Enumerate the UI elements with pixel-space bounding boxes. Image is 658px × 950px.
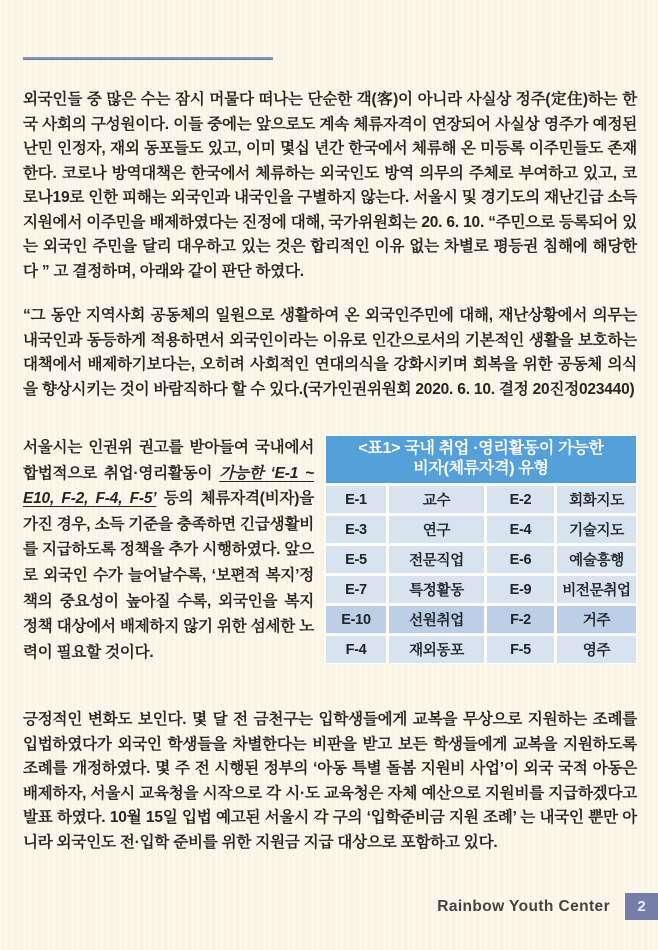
visa-type-cell: 전문직업 <box>389 546 484 573</box>
visa-code-cell: E-1 <box>326 486 386 513</box>
paragraph-seoul-policy <box>23 435 314 665</box>
seoul-policy-text: 서울시는 인권위 권고를 받아들여 국내에서 합법적으로 취업·영리활동이 <box>23 439 314 482</box>
page-number-badge: 2 <box>625 893 658 920</box>
table-row <box>326 636 636 663</box>
visa-code-cell: E-9 <box>487 576 554 603</box>
visa-type-cell: 거주 <box>557 606 636 633</box>
visa-type-cell: 예술흥행 <box>557 546 636 573</box>
visa-type-cell: 재외동포 <box>389 636 484 663</box>
visa-code-cell: F-2 <box>487 606 554 633</box>
two-column-section <box>23 435 637 665</box>
visa-code-cell: E-3 <box>326 516 386 543</box>
page-content <box>0 88 658 855</box>
visa-code-cell: E-6 <box>487 546 554 573</box>
paragraph-intro <box>23 88 637 284</box>
visa-code-cell: F-4 <box>326 636 386 663</box>
paragraph-closing <box>23 708 637 855</box>
visa-type-cell: 영주 <box>557 636 636 663</box>
page-footer <box>437 893 658 920</box>
paragraph-quote <box>23 304 637 402</box>
seoul-policy-text-end: 등의 체류자격(비자)을 가진 경우, 소득 기준을 충족하면 긴급생활비를 지급하도록 정책을 추가 시행하였다. 앞으로 외국인 수가 늘어날수록, ‘보편적 복지’정책의 중요성이 높아질 수록, 외국인을 복지 정책 대상에서 배제하지 않기 위한 섬세한 노력이 필요할 것이다. <box>23 490 314 661</box>
table-row <box>326 516 636 543</box>
visa-table-title-line1: <표1> 국내 취업 ·영리활동이 가능한 <box>358 440 604 457</box>
visa-table <box>325 435 637 664</box>
visa-codes-emphasis: 가능한 ‘E-1 ~ E10, F-2, F-4, F-5’ <box>23 464 314 508</box>
quote-text-end: ) <box>629 380 635 398</box>
visa-type-cell: 선원취업 <box>389 606 484 633</box>
quote-text: “그 동안 지역사회 공동체의 일원으로 생활하여 온 외국인주민에 대해, 재난상황에서 의무는 내국인과 동등하게 적용하면서 외국인이라는 이유로 인간으로서의 기본적인 생활을 보호하는 대책에서 배제하기보다는, 오히려 사회적인 연대의식을 강화시키며 회복을 위한 공동체 의식을 향상시키는 것이 바람직하다 할 수 있다.(국가인권위원회 <box>23 307 637 398</box>
visa-type-cell: 기술지도 <box>557 516 636 543</box>
visa-code-cell: E-4 <box>487 516 554 543</box>
visa-code-cell: E-5 <box>326 546 386 573</box>
closing-text-end: 입법 예고된 서울시 각 구의 ‘입학준비금 지원 조례’ 는 내국인 뿐만 아니라 외국인도 전·입학 준비를 위한 지원금 지급 대상으로 포함하고 있다. <box>23 809 638 851</box>
top-divider <box>23 57 273 60</box>
visa-code-cell: E-2 <box>487 486 554 513</box>
visa-type-cell: 교수 <box>389 486 484 513</box>
table-row <box>326 546 636 573</box>
table-row <box>326 606 636 633</box>
footer-org-name: Rainbow Youth Center <box>437 897 610 915</box>
visa-type-cell: 연구 <box>389 516 484 543</box>
table-row <box>326 486 636 513</box>
visa-type-cell: 비전문취업 <box>557 576 636 603</box>
closing-text: 긍정적인 변화도 보인다. 몇 달 전 금천구는 입학생들에게 교복을 무상으로 지원하는 조례를 입법하였다가 외국인 학생들을 차별한다는 비판을 받고 보든 학생들에게 교복을 지원하도록 조례를 개정하였다. 몇 주 전 시행된 정부의 ‘아동 특별 돌봄 지원비 사업’이 외국 국적 아동은 배제하자, 서울시 교육청을 시작으로 각 시·도 교육청은 자체 예산으로 지원비를 지급하겠다고 발표 하였다. <box>23 711 637 827</box>
visa-type-cell: 특정활동 <box>389 576 484 603</box>
intro-text-end: 고 결정하며, 아래와 같이 판단 하였다. <box>49 262 304 280</box>
quote-decision-bold: 2020. 6. 10. 결정 20진정023440 <box>415 380 630 398</box>
table-row <box>326 576 636 603</box>
visa-code-cell: E-10 <box>326 606 386 633</box>
intro-ruling-bold: 20. 6. 10. “주민으로 등록되어 있는 외국인 주민을 달리 대우하고 있는 것은 합리적인 이유 없는 차별로 평등권 침해에 해당한다 ” <box>23 213 637 280</box>
visa-table-title <box>326 436 636 483</box>
closing-date-bold: 10월 15일 <box>109 809 178 827</box>
visa-code-cell: E-7 <box>326 576 386 603</box>
visa-type-cell: 회화지도 <box>557 486 636 513</box>
intro-text: 외국인들 중 많은 수는 잠시 머물다 떠나는 단순한 객(客)이 아니라 사실상 정주(定住)하는 한국 사회의 구성원이다. 이들 중에는 앞으로도 계속 체류자격이 연장되어 사실상 영주가 예정된 난민 인정자, 재외 동포들도 있고, 이미 몇십 년간 한국에서 체류해 온 미등록 이주민들도 존재한다. 코로나 방역대책은 한국에서 체류하는 외국인도 방역 의무의 주체로 부여하고 있고, 코로나19로 인한 피해는 외국인과 내국인을 구별하지 않는다. 서울시 및 경기도의 재난긴급 소득지원에서 이주민을 배제하였다는 진정에 대해, 국가위원회는 <box>23 91 637 231</box>
visa-code-cell: F-5 <box>487 636 554 663</box>
visa-table-title-line2: 비자(체류자격) 유형 <box>413 460 549 477</box>
